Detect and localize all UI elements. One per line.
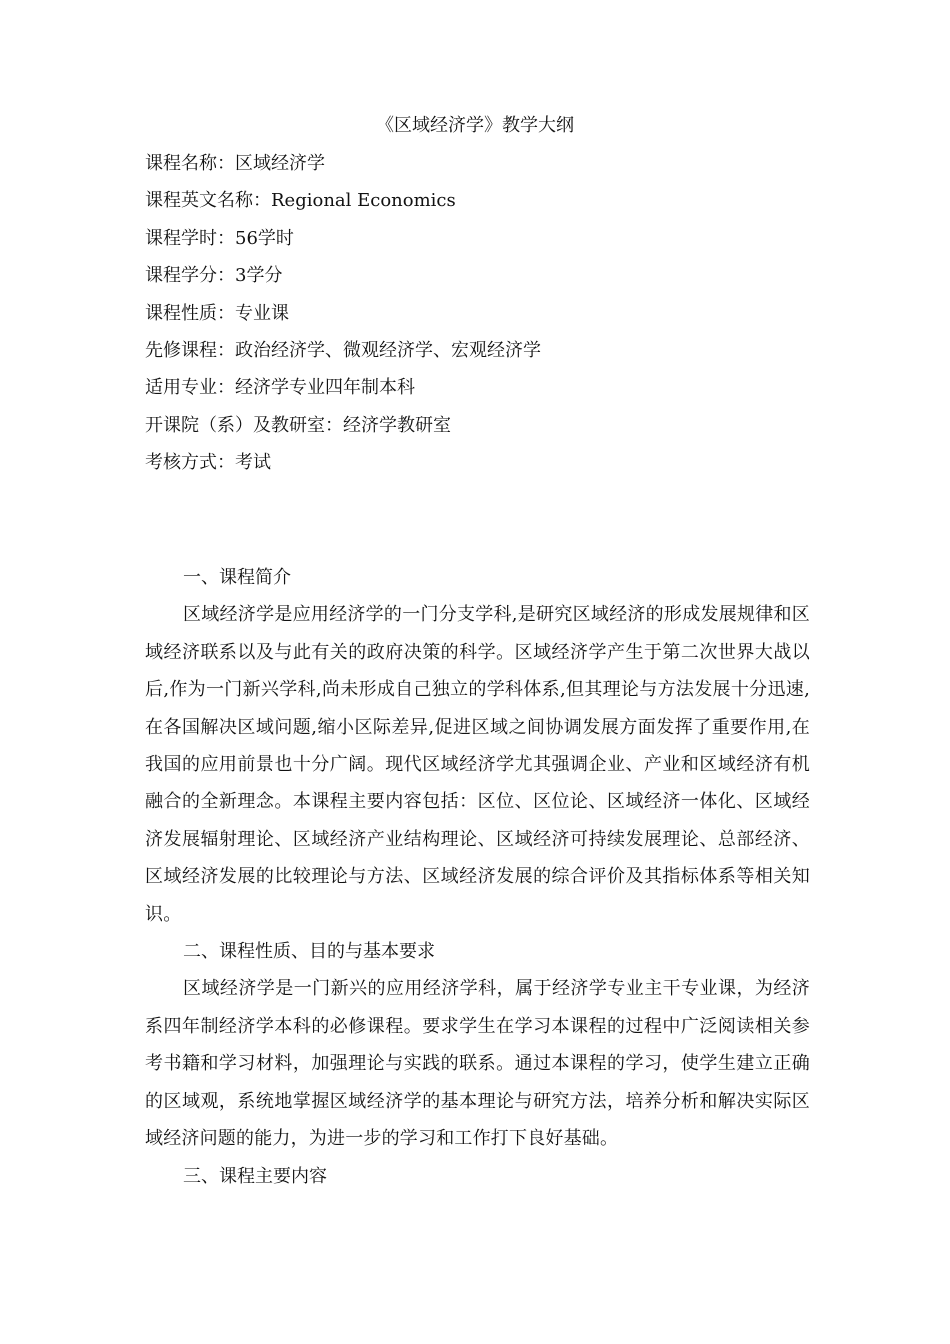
course-major: 适用专业：经济学专业四年制本科: [145, 377, 415, 399]
course-prerequisites: 先修课程：政治经济学、微观经济学、宏观经济学: [145, 339, 541, 361]
course-assessment: 考核方式：考试: [145, 452, 271, 474]
document-body: [145, 559, 810, 1195]
course-department: 开课院（系）及教研室：经济学教研室: [145, 414, 451, 436]
section-paragraph-nature: 区域经济学是一门新兴的应用经济学科，属于经济学专业主干专业课，为经济系四年制经济学本科的必修课程。要求学生在学习本课程的过程中广泛阅读相关参考书籍和学习材料，加强理论与实践的联系。通过本课程的学习，使学生建立正确的区域观，系统地掌握区域经济学的基本理论与研究方法，培养分析和解决实际区域经济问题的能力，为进一步的学习和工作打下良好基础。: [145, 978, 810, 1150]
course-name: 课程名称：区域经济学: [145, 153, 325, 174]
course-hours: 课程学时：56学时: [145, 227, 294, 249]
section-heading-nature: 二、课程性质、目的与基本要求: [183, 941, 435, 963]
document-title: 《区域经济学》教学大纲: [376, 115, 574, 136]
course-info-list: [145, 150, 815, 487]
section-heading-content: 三、课程主要内容: [183, 1165, 327, 1187]
course-english-name: 课程英文名称：Regional Economics: [145, 190, 456, 212]
section-paragraph-intro: 区域经济学是应用经济学的一门分支学科,是研究区域经济的形成发展规律和区域经济联系以及与此有关的政府决策的科学。区域经济学产生于第二次世界大战以后,作为一门新兴学科,尚未形成自己独立的学科体系,但其理论与方法发展十分迅速,在各国解决区域问题,缩小区际差异,促进区域之间协调发展方面发挥了重要作用,在我国的应用前景也十分广阔。现代区域经济学尤其强调企业、产业和区域经济有机融合的全新理念。本课程主要内容包括：区位、区位论、区域经济一体化、区域经济发展辐射理论、区域经济产业结构理论、区域经济可持续发展理论、总部经济、区域经济发展的比较理论与方法、区域经济发展的综合评价及其指标体系等相关知识。: [145, 604, 810, 925]
course-type: 课程性质：专业课: [145, 302, 289, 324]
section-heading-intro: 一、课程简介: [183, 567, 291, 588]
course-credits: 课程学分：3学分: [145, 265, 283, 287]
